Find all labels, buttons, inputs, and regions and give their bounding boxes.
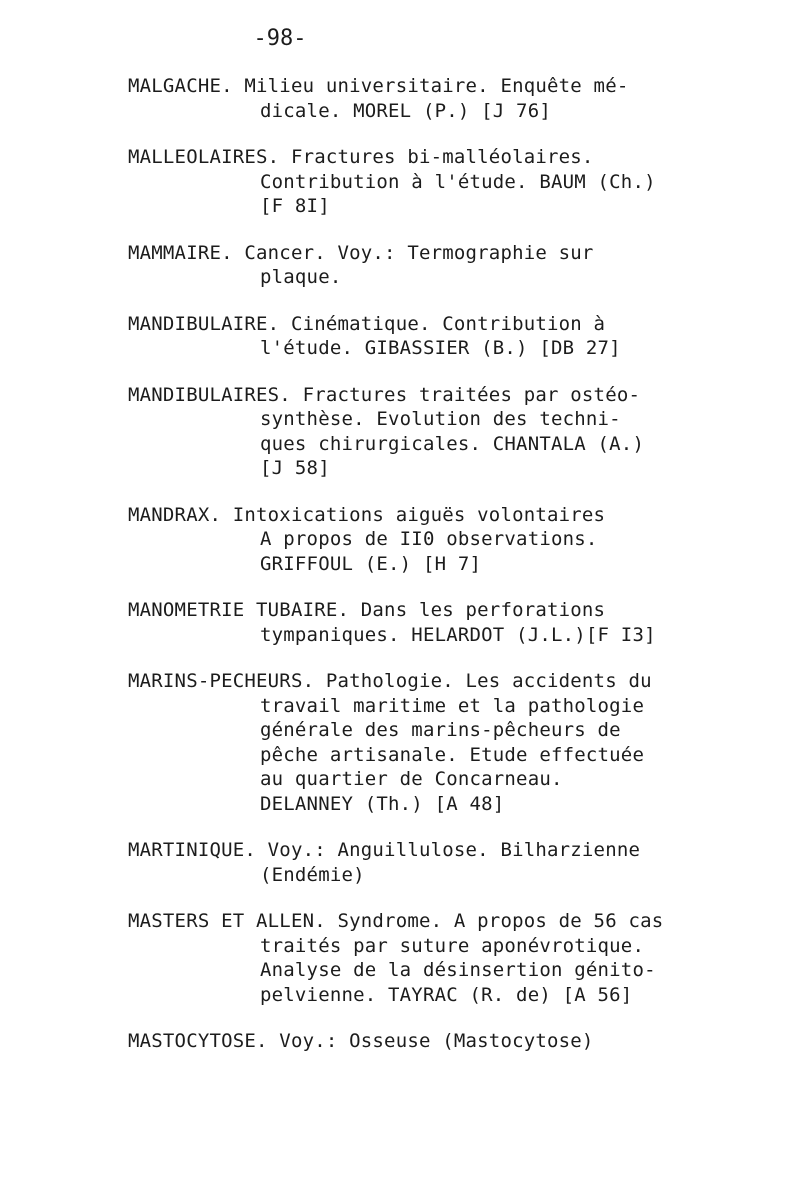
index-entry-mammaire — [128, 241, 728, 290]
entry-line: dicale. MOREL (P.) [J 76] — [260, 99, 551, 122]
entry-line: [F 8I] — [260, 195, 330, 217]
entry-line: MANDRAX. Intoxications aiguës volontaires — [128, 503, 606, 526]
entry-line: travail maritime et la pathologie — [260, 694, 645, 717]
index-entry-malleolaires — [128, 145, 728, 219]
index-entry-mandibulaires — [128, 383, 728, 481]
entry-line: MASTOCYTOSE. Voy.: Osseuse (Mastocytose) — [128, 1030, 594, 1052]
entry-line: plaque. — [260, 266, 342, 288]
entry-line: MASTERS ET ALLEN. Syndrome. A propos de 56 cas — [128, 910, 664, 932]
entry-line: pêche artisanale. Etude effectuée — [260, 743, 645, 766]
entry-line: [J 58] — [260, 457, 330, 479]
index-entry-masters-et-allen — [128, 909, 728, 1007]
entry-line: A propos de II0 observations. — [260, 528, 598, 550]
entry-line: Analyse de la désinsertion génito- — [260, 959, 656, 981]
index-entry-mandibulaire — [128, 312, 728, 361]
index-entry-mandrax — [128, 503, 728, 577]
entry-line: synthèse. Evolution des techni- — [260, 408, 621, 430]
entry-line: MALGACHE. Milieu universitaire. Enquête mé- — [128, 75, 629, 97]
entry-line: MANDIBULAIRE. Cinématique. Contribution à — [128, 312, 606, 335]
entry-line: ques chirurgicales. CHANTALA (A.) — [260, 432, 645, 455]
entry-line: l'étude. GIBASSIER (B.) [DB 27] — [260, 337, 621, 359]
entry-line: pelvienne. TAYRAC (R. de) [A 56] — [260, 983, 633, 1006]
entry-line: MARTINIQUE. Voy.: Anguillulose. Bilharzienne — [128, 839, 641, 861]
entry-line: au quartier de Concarneau. — [260, 768, 563, 790]
entry-line: DELANNEY (Th.) [A 48] — [260, 792, 505, 815]
page-number: -98- — [253, 26, 307, 51]
entry-line: générale des marins-pêcheurs de — [260, 719, 621, 741]
entry-line: MAMMAIRE. Cancer. Voy.: Termographie sur — [128, 241, 594, 264]
entry-line: Contribution à l'étude. BAUM (Ch.) — [260, 170, 656, 193]
index-entries — [128, 74, 728, 1076]
entry-line: MALLEOLAIRES. Fractures bi-malléolaires. — [128, 146, 594, 168]
entry-line: MANOMETRIE TUBAIRE. Dans les perforations — [128, 599, 606, 621]
entry-line: GRIFFOUL (E.) [H 7] — [260, 552, 482, 575]
entry-line: MARINS-PECHEURS. Pathologie. Les accidents du — [128, 670, 652, 692]
index-entry-martinique — [128, 838, 728, 887]
index-entry-marins-pecheurs — [128, 669, 728, 816]
entry-line: (Endémie) — [260, 863, 365, 886]
index-entry-malgache — [128, 74, 728, 123]
entry-line: traités par suture aponévrotique. — [260, 934, 645, 957]
index-entry-mastocytose — [128, 1029, 728, 1054]
entry-line: tympaniques. HELARDOT (J.L.)[F I3] — [260, 623, 656, 646]
entry-line: MANDIBULAIRES. Fractures traitées par ostéo- — [128, 383, 641, 406]
index-entry-manometrie-tubaire — [128, 598, 728, 647]
